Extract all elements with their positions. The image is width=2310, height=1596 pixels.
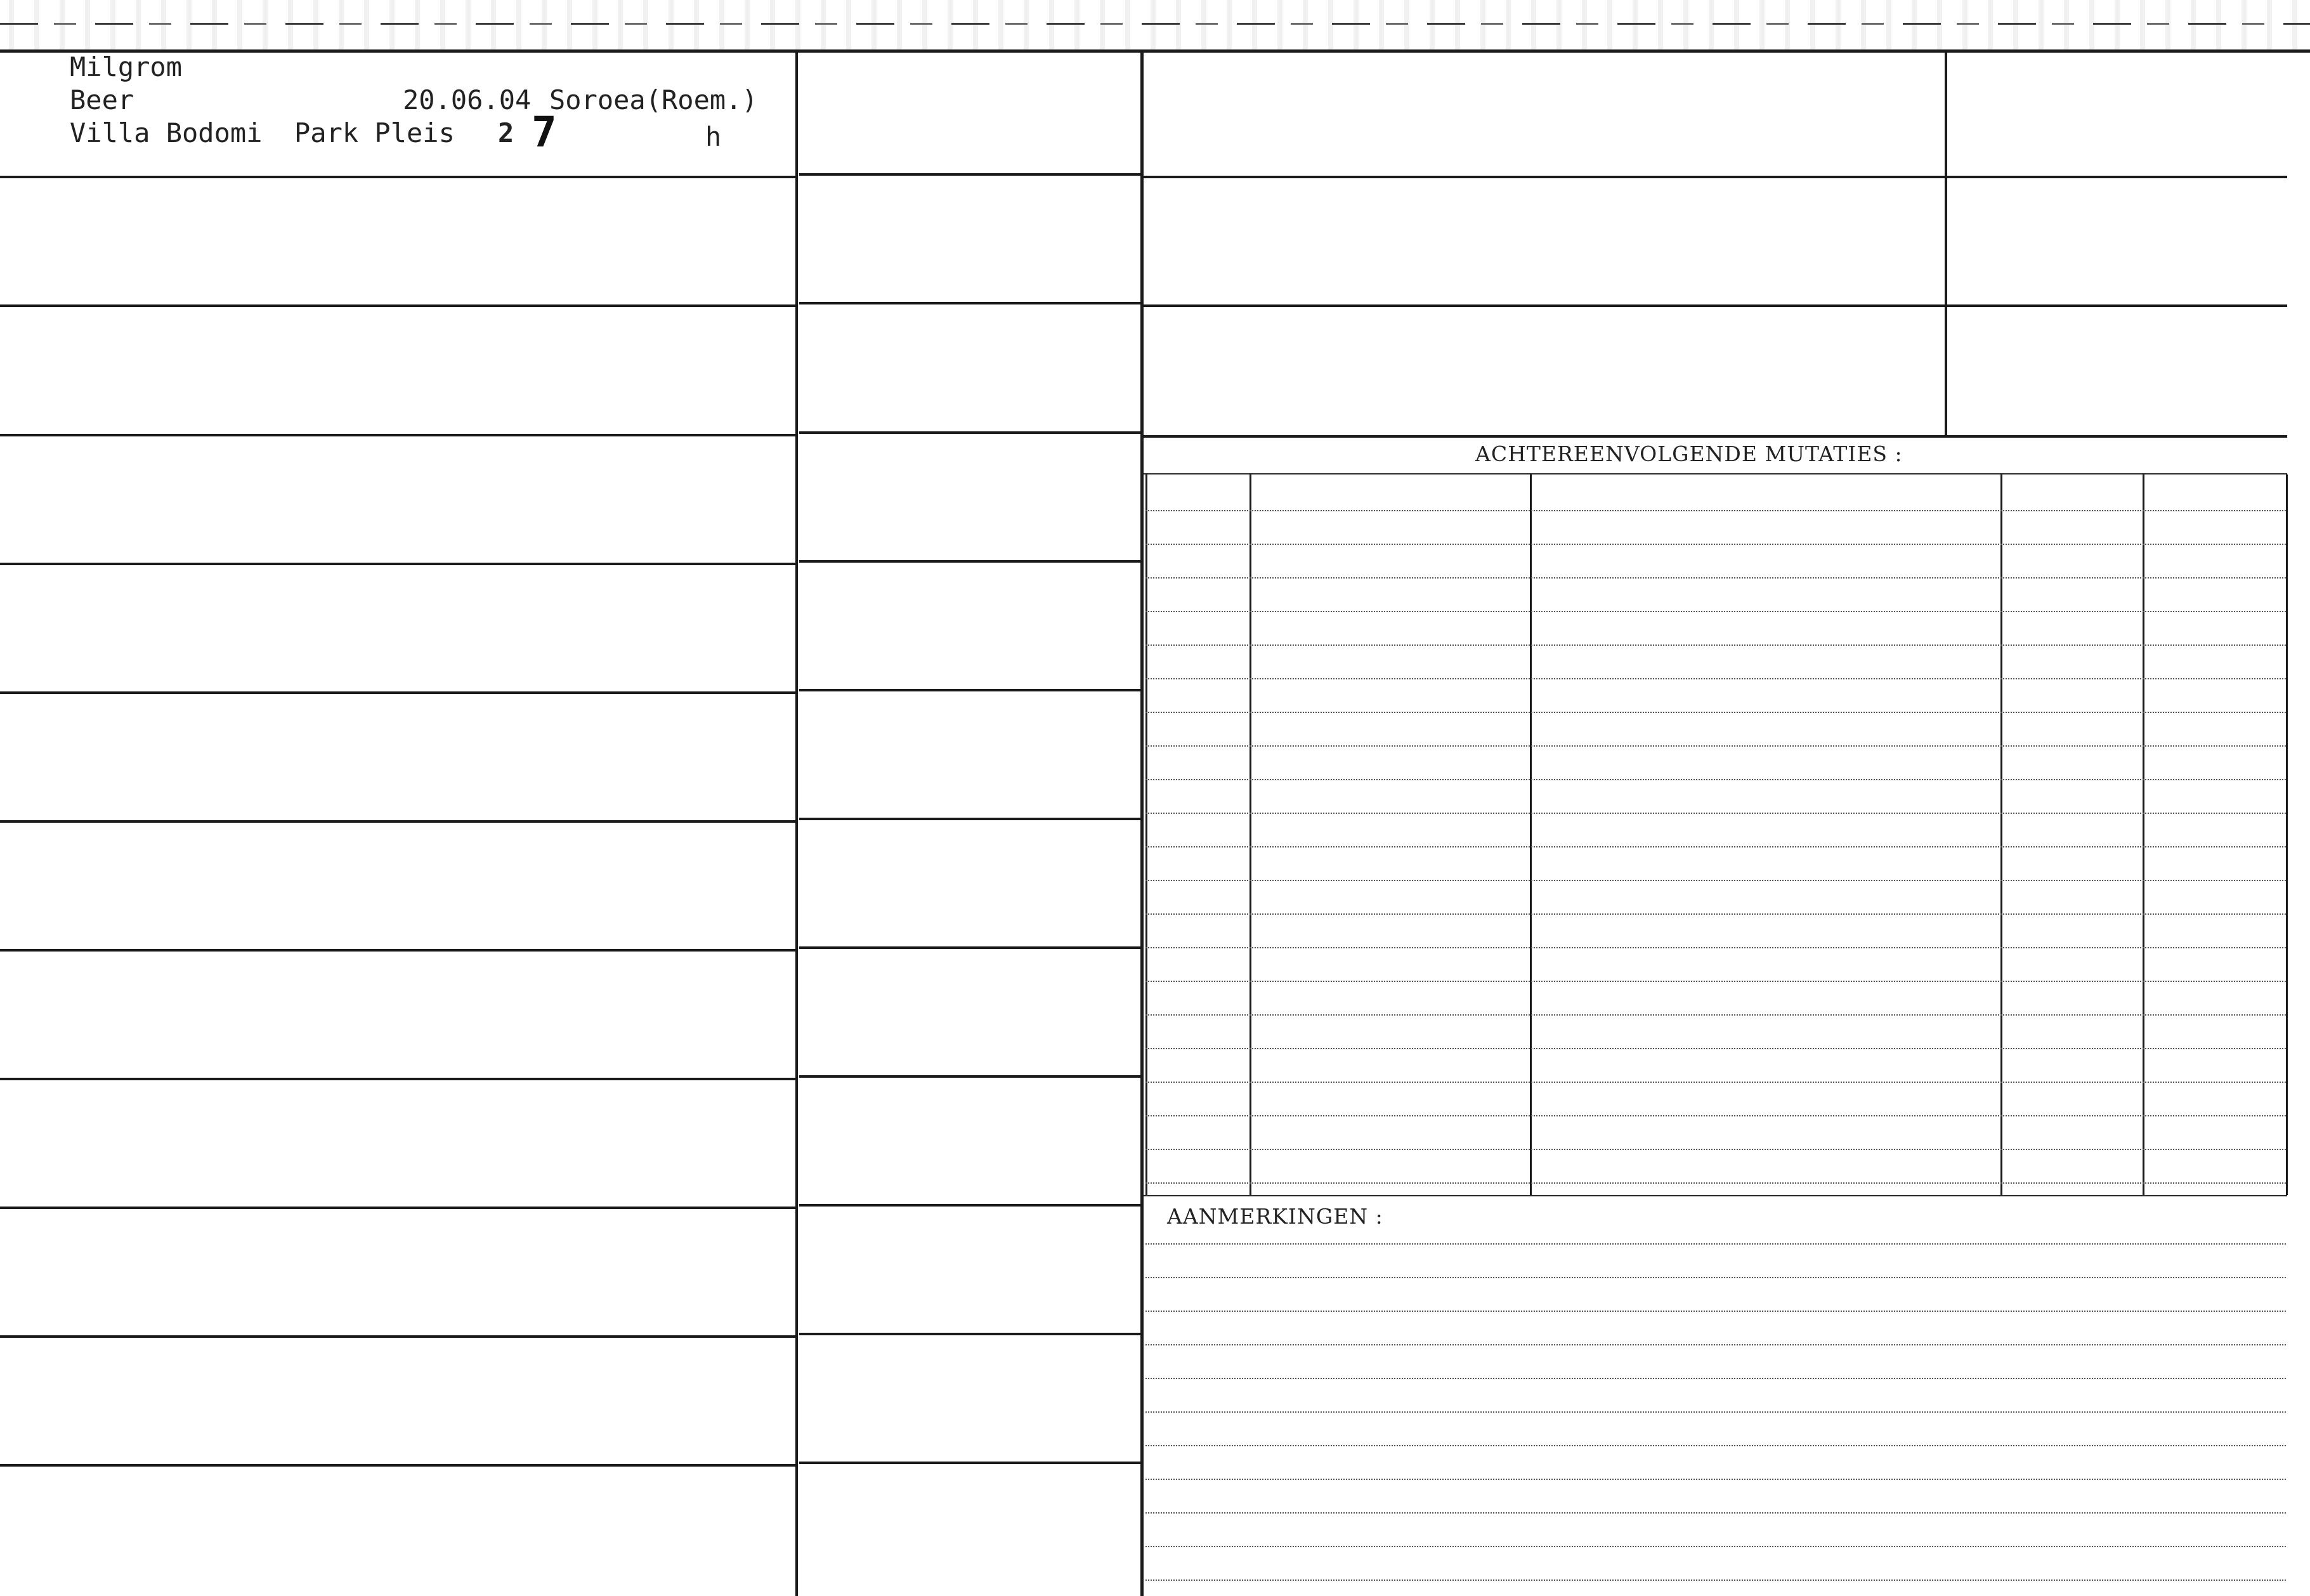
mutations-row-line [1145,1082,2286,1083]
mutations-row-line [1145,1014,2286,1016]
entry-suffix: h [705,121,722,152]
remarks-row-line [1145,1378,2286,1379]
mutations-row-line [1145,1182,2286,1184]
mutations-row-line [1145,880,2286,881]
middle-row-line [799,1204,1140,1207]
middle-row-line [799,1333,1140,1335]
left-row-line [0,1464,795,1467]
left-row-line [0,1207,795,1209]
mutations-row-line [1145,813,2286,814]
left-row-line [0,691,795,694]
left-row-line [0,1078,795,1080]
remarks-row-line [1145,1479,2286,1480]
mutations-row-line [1145,577,2286,579]
remarks-row-line [1145,1311,2286,1312]
entry-house-number: 7 [532,108,557,157]
entry-address: Villa Bodomi Park Pleis [70,117,455,148]
left-row-line [0,1335,795,1338]
remarks-row-line [1145,1580,2286,1581]
entry-first-name: Beer [70,84,134,115]
middle-row-line [799,173,1140,176]
divider-col-1 [795,52,798,1596]
mutations-row-line [1145,1115,2286,1116]
entry-birth-place: Soroea(Roem.) [549,84,758,115]
left-row-line [0,820,795,823]
mutations-row-line [1145,846,2286,847]
left-row-line [0,949,795,952]
mutations-row-line [1145,678,2286,679]
remarks-row-line [1145,1344,2286,1345]
right-top-line-1 [1144,176,2287,178]
left-row-line [0,434,795,436]
mutations-bottom-line [1144,1195,2287,1196]
mutations-row-line [1145,1048,2286,1049]
entry-house-number-overtyped: 2 [498,117,514,148]
mutations-row-line [1145,510,2286,511]
remarks-row-line [1145,1546,2286,1547]
mutations-column-divider [2000,474,2002,1195]
right-top-line-3 [1144,435,2287,438]
remarks-row-line [1145,1411,2286,1413]
mutations-column-divider [1250,474,1251,1195]
mutations-row-line [1145,644,2286,646]
mutations-column-divider [1145,474,1147,1195]
remarks-heading: AANMERKINGEN : [1167,1204,1383,1229]
left-row-line [0,304,795,307]
mutations-row-line [1145,745,2286,747]
remarks-row-line [1145,1512,2286,1514]
mutations-row-line [1145,712,2286,713]
middle-row-line [799,431,1140,434]
divider-col-2 [1140,52,1144,1596]
mutations-column-divider [1530,474,1532,1195]
remarks-row-line [1145,1277,2286,1278]
entry-surname: Milgrom [70,51,183,82]
middle-row-line [799,560,1140,563]
mutations-row-line [1145,913,2286,915]
mutations-row-line [1145,544,2286,545]
left-row-line [0,563,795,565]
mutations-row-line [1145,1149,2286,1150]
middle-row-line [799,689,1140,691]
middle-row-line [799,1075,1140,1078]
mutations-row-line [1145,981,2286,982]
remarks-row-line [1145,1445,2286,1446]
mutations-row-line [1145,779,2286,780]
mutations-row-line [1145,611,2286,612]
entry-birth-date: 20.06.04 [403,84,532,115]
mutations-heading: ACHTEREENVOLGENDE MUTATIES : [1475,442,1903,466]
mutations-column-divider [2143,474,2144,1195]
middle-row-line [799,1462,1140,1464]
mutations-column-divider [2286,474,2288,1195]
mutations-row-line [1145,947,2286,948]
remarks-row-line [1145,1243,2286,1245]
middle-row-line [799,302,1140,304]
divider-right-top [1945,52,1947,438]
mutations-header-line [1144,473,2287,474]
card-top-edge [0,0,2310,53]
middle-row-line [799,946,1140,949]
left-row-line [0,176,795,178]
right-top-line-2 [1144,304,2287,307]
middle-row-line [799,818,1140,820]
